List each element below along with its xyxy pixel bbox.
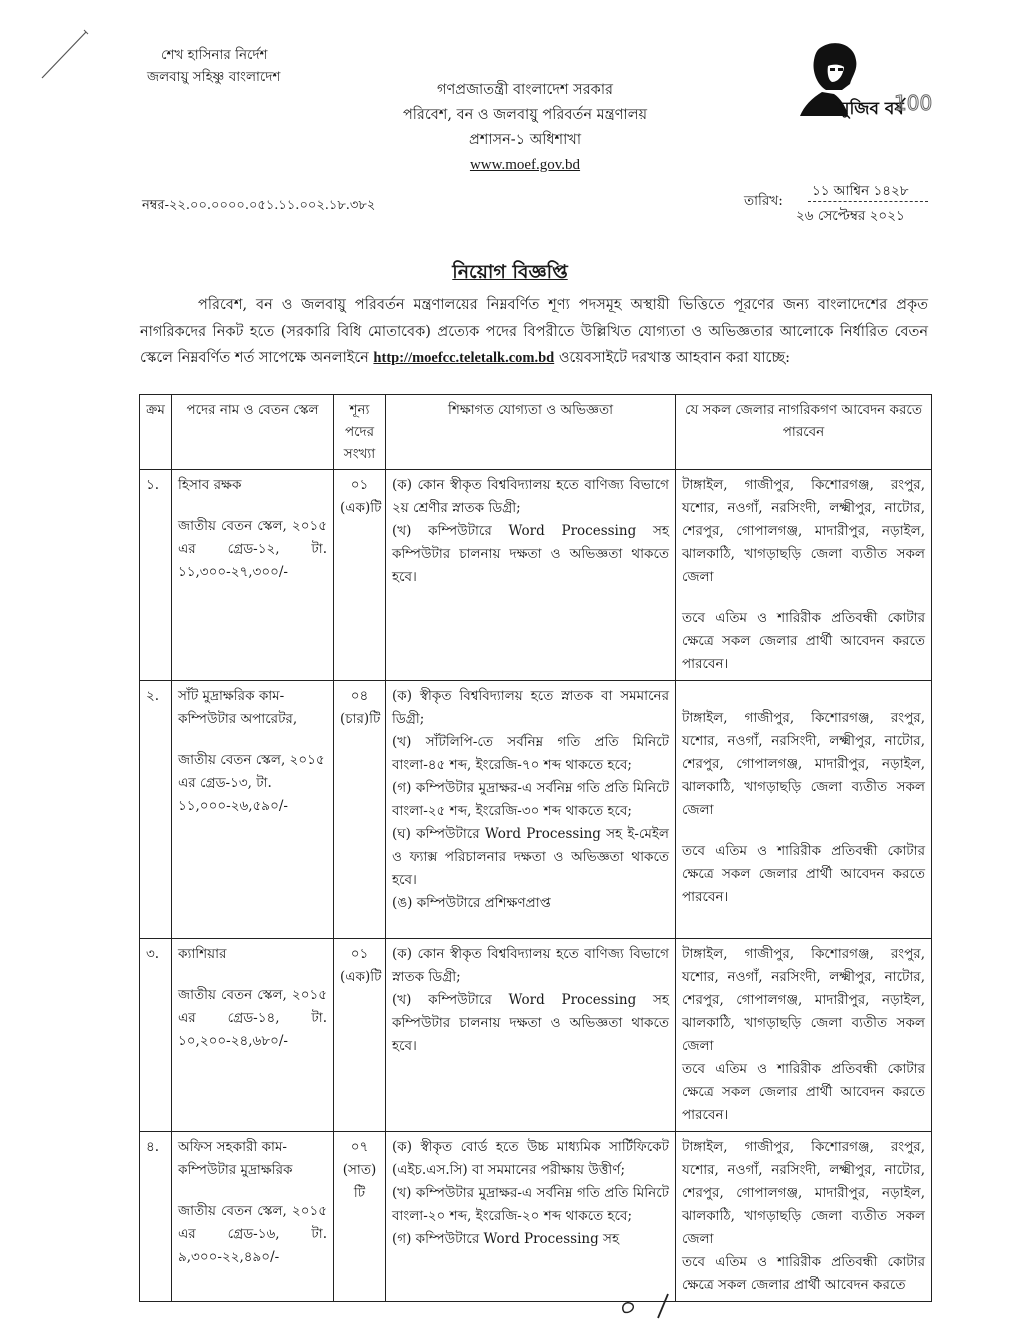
qualification-item: (খ) কম্পিউটারে Word Processing সহ কম্পিউটার চালনায় দক্ষতা ও অভিজ্ঞতা থাকতে হবে।: [392, 992, 669, 1054]
row-post-cell: [172, 470, 334, 681]
slogan-block: [147, 44, 280, 88]
table-header-row: [140, 395, 932, 470]
org-line-2: পরিবেশ, বন ও জলবায়ু পরিবর্তন মন্ত্রণালয়: [402, 107, 648, 123]
slogan-line-1: শেখ হাসিনার নির্দেশ: [161, 47, 268, 63]
qualification-item: (খ) কম্পিউটার মুদ্রাক্ষর-এ সর্বনিম্ন গতি প্রতি মিনিটে বাংলা-২০ শব্দ, ইংরেজি-২০ শব্দ থাকতে হবে;: [392, 1185, 669, 1224]
vacancy-count: ০৭ (সাত) টি: [334, 1132, 386, 1302]
post-name: সাঁট মুদ্রাক্ষরিক কাম-কম্পিউটার অপারেটর,: [178, 688, 298, 727]
website-link[interactable]: www.moef.gov.bd: [469, 157, 581, 173]
row-serial: ১.: [140, 470, 172, 681]
qualification-item: (খ) কম্পিউটারে Word Processing সহ কম্পিউটার চালনায় দক্ষতা ও অভিজ্ঞতা থাকতে হবে।: [392, 523, 669, 585]
quota-note: তবে এতিম ও শারিরীক প্রতিবন্ধী কোটার ক্ষেত্রে সকল জেলার প্রার্থী আবেদন করতে পারবেন।: [682, 610, 925, 672]
eligible-districts: টাঙ্গাইল, গাজীপুর, কিশোরগঞ্জ, রংপুর, যশোর, নওগাঁ, নরসিংদী, লক্ষ্মীপুর, নাটোর, শেরপুর, গোপালগঞ্জ, মাদারীপুর, নড়াইল, ঝালকাঠি, খাগড়াছড়ি জেলা ব্যতীত সকল জেলা: [682, 946, 925, 1054]
row-serial: ২.: [140, 681, 172, 939]
row-post-cell: [172, 681, 334, 939]
post-name: অফিস সহকারী কাম-কম্পিউটার মুদ্রাক্ষরিক: [178, 1139, 293, 1178]
date-divider: [808, 201, 928, 202]
handwritten-initial-mark: [610, 1290, 690, 1320]
header-post: পদের নাম ও বেতন স্কেল: [172, 395, 334, 470]
eligible-districts: টাঙ্গাইল, গাজীপুর, কিশোরগঞ্জ, রংপুর, যশোর, নওগাঁ, নরসিংদী, লক্ষ্মীপুর, নাটোর, শেরপুর, গোপালগঞ্জ, মাদারীপুর, নড়াইল, ঝালকাঠি, খাগড়াছড়ি জেলা ব্যতীত সকল জেলা: [682, 1139, 925, 1247]
qualification-cell: [386, 470, 676, 681]
districts-cell: [676, 1132, 932, 1302]
pay-scale: জাতীয় বেতন স্কেল, ২০১৫ এর গ্রেড-১২, টা. ১১,৩০০-২৭,৩০০/-: [178, 518, 327, 580]
org-line-1: গণপ্রজাতন্ত্রী বাংলাদেশ সরকার: [436, 82, 613, 98]
table-row: [140, 681, 932, 939]
qualification-cell: [386, 681, 676, 939]
qualification-item: (ঘ) কম্পিউটারে Word Processing সহ ই-মেইল ও ফ্যাক্স পরিচালনার দক্ষতা ও অভিজ্ঞতা থাকতে হবে।: [392, 826, 669, 888]
org-line-3: প্রশাসন-১ অধিশাখা: [468, 132, 582, 148]
pay-scale: জাতীয় বেতন স্কেল, ২০১৫ এর গ্রেড-১৩, টা. ১১,০০০-২৬,৫৯০/-: [178, 752, 325, 814]
pay-scale: জাতীয় বেতন স্কেল, ২০১৫ এর গ্রেড-১৬, টা. ৯,৩০০-২২,৪৯০/-: [178, 1203, 327, 1265]
date-gregorian: ২৬ সেপ্টেম্বর ২০২১: [796, 208, 905, 224]
header-serial: ক্রম: [140, 395, 172, 470]
qualification-item: (ঙ) কম্পিউটারে প্রশিক্ষণপ্রাপ্ত: [392, 895, 551, 911]
qualification-item: (গ) কম্পিউটার মুদ্রাক্ষর-এ সর্বনিম্ন গতি প্রতি মিনিটে বাংলা-২৫ শব্দ, ইংরেজি-৩০ শব্দ থাকতে হবে;: [392, 780, 669, 819]
pen-scratch-mark: [36, 28, 92, 82]
vacancy-table: [139, 394, 932, 1302]
header-qualification: শিক্ষাগত যোগ্যতা ও অভিজ্ঞতা: [386, 395, 676, 470]
quota-note: তবে এতিম ও শারিরীক প্রতিবন্ধী কোটার ক্ষেত্রে সকল জেলার প্রার্থী আবেদন করতে পারবেন।: [682, 843, 925, 905]
mujib-borsho-logo: [782, 40, 932, 126]
qualification-cell: [386, 939, 676, 1132]
quota-note: তবে এতিম ও শারিরীক প্রতিবন্ধী কোটার ক্ষেত্রে সকল জেলার প্রার্থী আবেদন করতে: [682, 1254, 925, 1293]
row-post-cell: [172, 939, 334, 1132]
row-serial: ৩.: [140, 939, 172, 1132]
logo-number: 100: [894, 91, 932, 115]
vacancy-count: ০১ (এক)টি: [334, 939, 386, 1132]
qualification-item: (ক) কোন স্বীকৃত বিশ্ববিদ্যালয় হতে বাণিজ্য বিভাগে ২য় শ্রেণীর স্নাতক ডিগ্রী;: [392, 477, 669, 516]
table-row: [140, 470, 932, 681]
post-name: ক্যাশিয়ার: [178, 946, 227, 962]
vacancy-count: ০৪ (চার)টি: [334, 681, 386, 939]
qualification-item: (গ) কম্পিউটারে Word Processing সহ: [392, 1231, 620, 1247]
vacancy-count: ০১ (এক)টি: [334, 470, 386, 681]
districts-cell: [676, 939, 932, 1132]
table-row: [140, 939, 932, 1132]
eligible-districts: টাঙ্গাইল, গাজীপুর, কিশোরগঞ্জ, রংপুর, যশোর, নওগাঁ, নরসিংদী, লক্ষ্মীপুর, নাটোর, শেরপুর, গোপালগঞ্জ, মাদারীপুর, নড়াইল, ঝালকাঠি, খাগড়াছড়ি জেলা ব্যতীত সকল জেলা: [682, 477, 925, 585]
intro-text-end: ওয়েবসাইটে দরখাস্ত আহবান করা যাচ্ছে:: [558, 350, 790, 366]
qualification-item: (ক) স্বীকৃত বোর্ড হতে উচ্চ মাধ্যমিক সার্টিফিকেট (এইচ.এস.সি) বা সমমানের পরীক্ষায় উত্তীর্ণ;: [392, 1139, 669, 1178]
memo-reference: নম্বর-২২.০০.০০০০.০৫১.১১.০০২.১৮.৩৮২: [142, 198, 376, 213]
date-label: তারিখ:: [744, 193, 783, 209]
date-bangla: ১১ আশ্বিন ১৪২৮: [812, 183, 909, 199]
qualification-cell: [386, 1132, 676, 1302]
table-row: [140, 1132, 932, 1302]
qualification-item: (ক) স্বীকৃত বিশ্ববিদ্যালয় হতে স্নাতক বা সমমানের ডিগ্রী;: [392, 688, 669, 727]
districts-cell: [676, 470, 932, 681]
qualification-item: (ক) কোন স্বীকৃত বিশ্ববিদ্যালয় হতে বাণিজ্য বিভাগে স্নাতক ডিগ্রী;: [392, 946, 669, 985]
slogan-line-2: জলবায়ু সহিষ্ণু বাংলাদেশ: [147, 69, 281, 85]
qualification-item: (খ) সাঁটলিপি-তে সর্বনিম্ন গতি প্রতি মিনিটে বাংলা-৪৫ শব্দ, ইংরেজি-৭০ শব্দ থাকতে হবে;: [392, 734, 669, 773]
eligible-districts: টাঙ্গাইল, গাজীপুর, কিশোরগঞ্জ, রংপুর, যশোর, নওগাঁ, নরসিংদী, লক্ষ্মীপুর, নাটোর, শেরপুর, গোপালগঞ্জ, মাদারীপুর, নড়াইল, ঝালকাঠি, খাগড়াছড়ি জেলা ব্যতীত সকল জেলা: [682, 710, 925, 818]
application-website-link[interactable]: http://moefcc.teletalk.com.bd: [373, 350, 555, 366]
notice-intro: [140, 292, 928, 372]
notice-title: নিয়োগ বিজ্ঞপ্তি: [452, 261, 568, 283]
post-name: হিসাব রক্ষক: [178, 477, 242, 493]
logo-text: মুজিব বর্ষ: [840, 99, 904, 119]
row-post-cell: [172, 1132, 334, 1302]
row-serial: ৪.: [140, 1132, 172, 1302]
header-districts: যে সকল জেলার নাগরিকগণ আবেদন করতে পারবেন: [676, 395, 932, 470]
quota-note: তবে এতিম ও শারিরীক প্রতিবন্ধী কোটার ক্ষেত্রে সকল জেলার প্রার্থী আবেদন করতে পারবেন।: [682, 1061, 925, 1123]
intro-text-start: পরিবেশ, বন ও জলবায়ু পরিবর্তন মন্ত্রণালয়ের নিম্নবর্ণিত শূণ্য পদসমূহ অস্থায়ী ভিত্তিতে পূরণের জন্য বাংলাদেশের প্রকৃত নাগরিকদের নিকট হতে (সরকারি বিধি মোতাবেক) প্রত্যেক পদের বিপরীতে উল্লিখিত যোগ্যতা ও অভিজ্ঞতার আলোকে নির্ধারিত বেতন স্কেলে নিম্নবর্ণিত শর্ত সাপেক্ষে অনলাইনে: [140, 297, 928, 366]
districts-cell: [676, 681, 932, 939]
pay-scale: জাতীয় বেতন স্কেল, ২০১৫ এর গ্রেড-১৪, টা. ১০,২০০-২৪,৬৮০/-: [178, 987, 327, 1049]
government-header: [330, 78, 720, 178]
header-vacancy: শূন্য পদের সংখ্যা: [334, 395, 386, 470]
